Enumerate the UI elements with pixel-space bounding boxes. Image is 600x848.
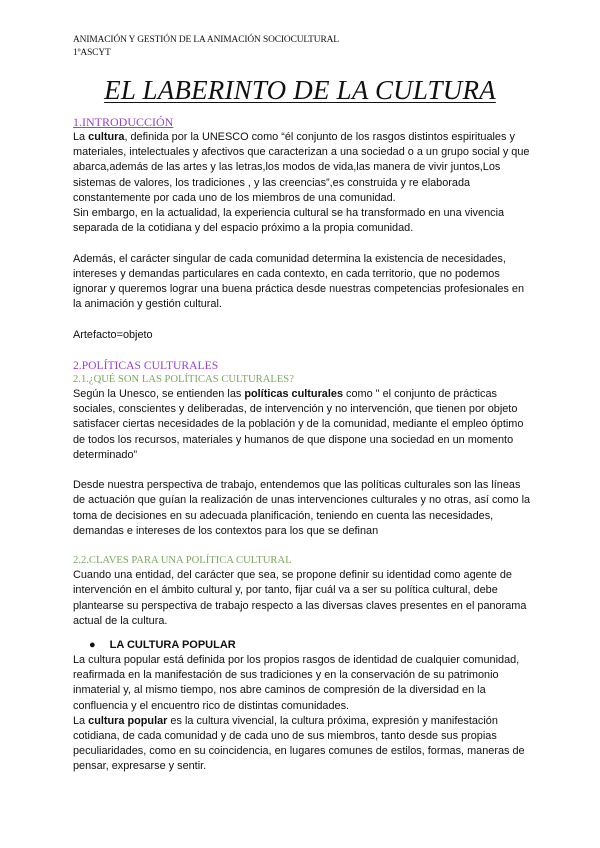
bold-term-politicas: políticas culturales <box>244 388 343 400</box>
heading-politicas-culturales: 2.POLÍTICAS CULTURALES <box>73 359 219 372</box>
politicas-paragraph-2: Desde nuestra perspectiva de trabajo, entendemos que las políticas culturales son las líneas de actuación que guían la realización de unas intervenciones culturales y no otras, así como la toma de decisiones en su adecuada planificación, teniendo en cuenta las necesidades, demandas e intereses de los contextos para los que se definan <box>73 479 531 537</box>
document-body <box>73 115 535 775</box>
cultura-popular-paragraph-2 <box>73 714 535 775</box>
header-group: 1ºASCYT <box>73 48 111 58</box>
bold-term-cultura: cultura <box>88 131 125 143</box>
intro-paragraph-4: Artefacto=objeto <box>73 328 153 341</box>
text-fragment: Según la Unesco, se entienden las <box>73 388 245 400</box>
heading-introduccion: 1.INTRODUCCIÓN <box>73 115 174 129</box>
subheading-que-son: 2.1.¿QUÉ SON LAS POLÍTICAS CULTURALES? <box>73 374 294 385</box>
bold-term-cultura-popular: cultura popular <box>88 714 168 727</box>
text-fragment: La <box>73 714 89 727</box>
text-fragment: como " el conjunto de prácticas sociales, conscientes y deliberadas, de intervención y no intervención, que tienen por objeto satisfacer ciertas necesidades de la población y de la comunidad, mediante el empleo óptimo de todos los recursos, materiales y humanos de que dispone una sociedad en un momento determinado” <box>73 388 524 461</box>
text-fragment: , definida por la UNESCO como “él conjunto de los rasgos distintos espirituales y materiales, intelectuales y afectivos que caracterizan a una sociedad o a un grupo social y que abarca,además de las artes y las letras,los modos de vida,las manera de vivir juntos,Los sistemas de valores, los tradiciones , y las creencias”,es construida y re elaborada constantemente por cada uno de los miembros de una comunidad. <box>73 131 530 204</box>
politicas-paragraph-3: Cuando una entidad, del carácter que sea, se propone definir su identidad como agente de intervención en el ámbito cultural y, por tanto, fijar cuál va a ser su política cultural, debe plantearse su perspectiva de trabajo respecto a las diversas claves presentes en el panorama actual de la cultura. <box>73 569 527 627</box>
heading-cultura-popular: LA CULTURA POPULAR <box>109 639 236 652</box>
text-fragment: La <box>73 131 89 143</box>
bullet-cultura-popular <box>89 637 535 653</box>
intro-paragraph-3: Además, el carácter singular de cada comunidad determina la existencia de necesidades, intereses y demandas particulares en cada contexto, en cada territorio, que no podemos ignorar y queremos lograr una buena práctica desde nuestras competencias profesionales en la animación y gestión cultural. <box>73 252 525 311</box>
intro-paragraph-2: Sin embargo, en la actualidad, la experiencia cultural se ha transformado en una vivencia separada de la cotidiana y del espacio próximo a la propia comunidad. <box>73 207 505 235</box>
intro-paragraph-1 <box>73 130 535 206</box>
cultura-popular-paragraph-1: La cultura popular está definida por los propios rasgos de identidad de cualquier comunidad, reafirmada en la manifestación de sus tradiciones y en la conservación de su patrimonio inmaterial y, al mismo tiempo, nos abre caminos de compresión de la diversidad en la confluencia y el encuentro rico de distintas comunidades. <box>73 654 520 712</box>
document-header <box>73 34 339 60</box>
politicas-paragraph-1 <box>73 387 535 463</box>
text-fragment: es la cultura vivencial, la cultura próxima, expresión y manifestación cotidiana, de cada comunidad y de cada uno de sus miembros, tanto desde sus propias peculiaridades, como en su coincidencia, en lugares comunes de estilos, formas, maneras de pensar, expresarse y sentir. <box>73 714 525 773</box>
bullet-dot-icon: ● <box>89 639 96 652</box>
document-title: EL LABERINTO DE LA CULTURA <box>104 75 496 105</box>
subheading-claves: 2.2.CLAVES PARA UNA POLÍTICA CULTURAL <box>73 555 292 567</box>
header-course: ANIMACIÓN Y GESTIÓN DE LA ANIMACIÓN SOCIOCULTURAL <box>73 35 339 45</box>
